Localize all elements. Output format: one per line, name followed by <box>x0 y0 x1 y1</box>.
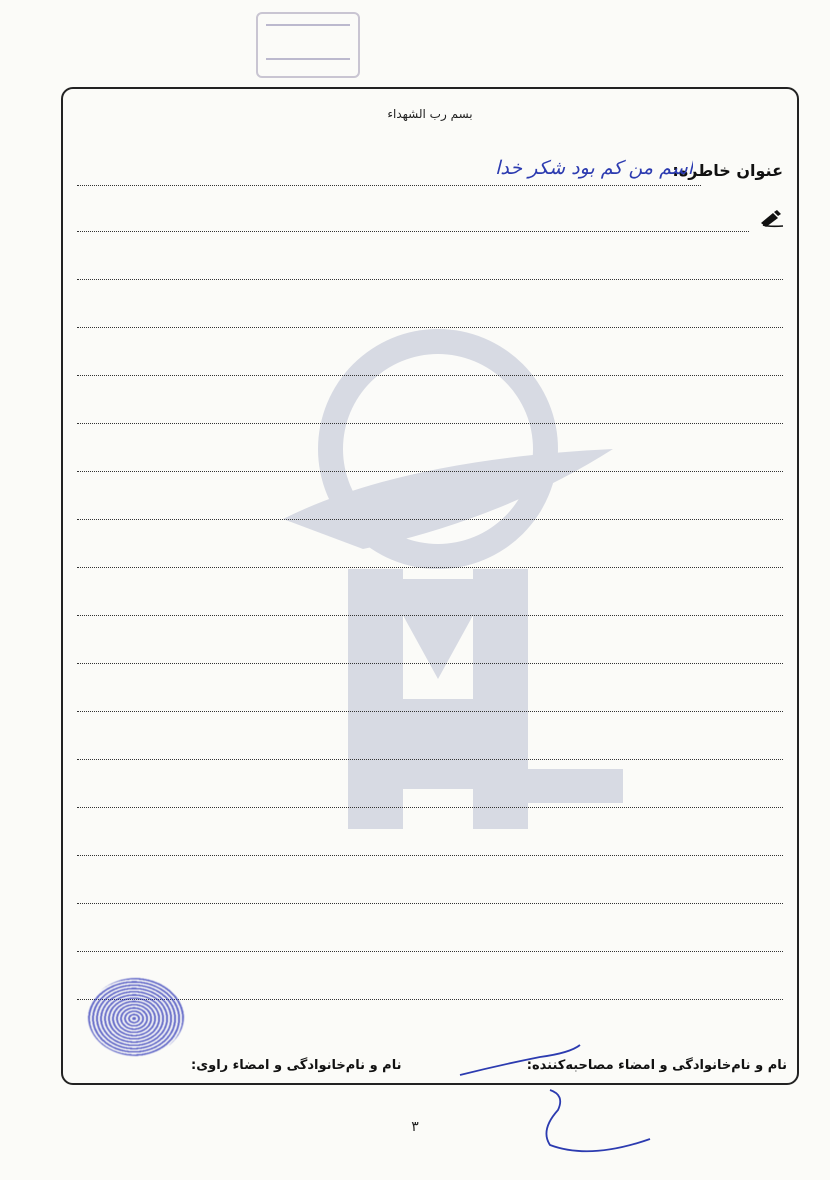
archive-stamp <box>256 12 360 78</box>
interviewer-signature-label: نام و نام‌خانوادگی و امضاء مصاحبه‌کننده: <box>526 1058 787 1073</box>
handwriting-line <box>77 299 783 343</box>
handwriting-line <box>77 683 783 727</box>
handwriting-line <box>77 251 783 295</box>
handwriting-line <box>77 443 783 487</box>
handwriting-line <box>77 779 783 823</box>
handwriting-line <box>77 347 783 391</box>
handwriting-line <box>77 635 783 679</box>
handwriting-line <box>77 923 783 967</box>
fingerprint-mark <box>88 978 184 1056</box>
handwriting-line <box>77 875 783 919</box>
handwriting-line <box>77 827 783 871</box>
handwritten-signature <box>430 1035 660 1165</box>
handwriting-line <box>77 539 783 583</box>
page-number: ۳ <box>411 1119 419 1135</box>
memoir-form-frame <box>61 87 799 1085</box>
handwriting-line <box>77 731 783 775</box>
form-header: بسم رب الشهداء <box>387 107 473 121</box>
handwriting-line <box>77 491 783 535</box>
stamp-text <box>268 36 348 52</box>
handwriting-line <box>77 395 783 439</box>
handwriting-line <box>77 203 745 247</box>
hand-writing-icon <box>759 209 785 229</box>
memo-title-label: عنوان خاطره: <box>672 161 783 180</box>
handwriting-line <box>77 587 783 631</box>
handwriting-line: اسم من کم بود شکر خدا <box>495 157 693 179</box>
narrator-signature-label: نام و نام‌خانوادگی و امضاء راوی: <box>191 1058 402 1073</box>
